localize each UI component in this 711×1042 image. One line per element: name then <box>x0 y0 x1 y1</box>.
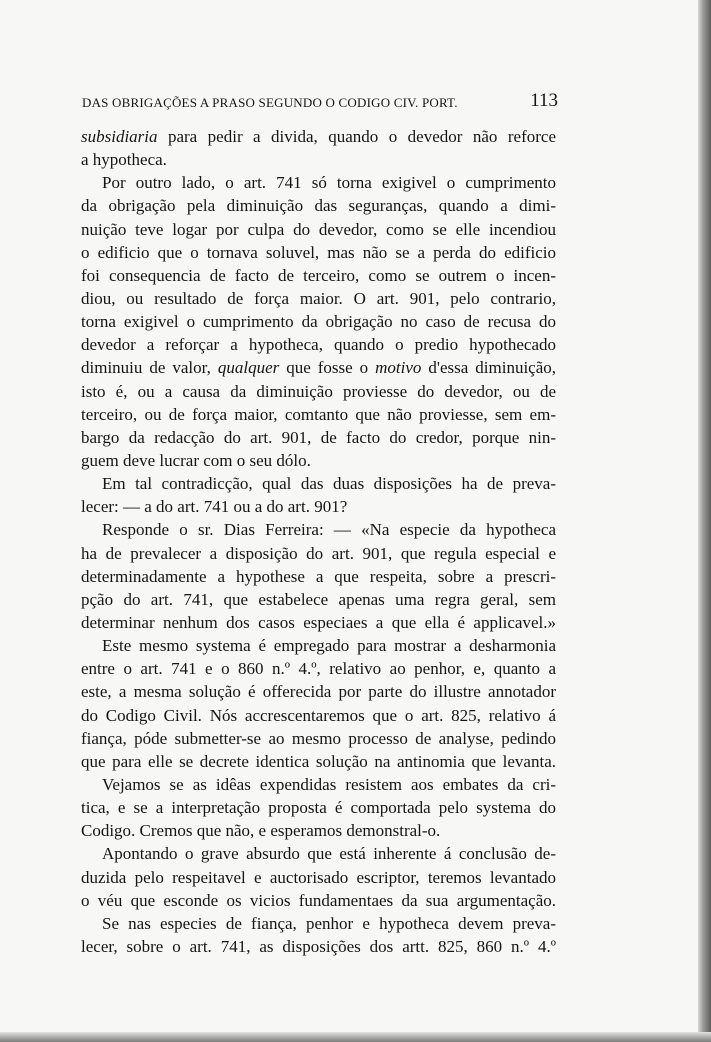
text-line <box>81 426 556 449</box>
text-line <box>81 704 556 727</box>
text-line <box>81 565 556 588</box>
text-run: nuição teve logar por culpa do devedor, como se elle incendiou <box>81 219 556 239</box>
text-line <box>81 889 556 912</box>
text-run: tica, e se a interpretação proposta é comportada pelo systema do <box>81 798 556 818</box>
text-line <box>81 449 556 472</box>
text-line <box>81 472 556 495</box>
text-run: este, a mesma solução é offerecida por parte do illustre annotador <box>81 682 556 702</box>
text-line <box>81 796 556 819</box>
text-run: diminuiu de valor, <box>81 358 218 378</box>
text-line <box>81 912 556 935</box>
text-line <box>81 241 556 264</box>
text-line <box>81 866 556 889</box>
text-run: guem deve lucrar com o seu dólo. <box>81 450 311 470</box>
running-title: DAS OBRIGAÇÕES A PRASO SEGUNDO O CODIGO CIV. PORT. <box>82 95 458 110</box>
text-line <box>81 750 556 773</box>
text-run: fiança, póde submetter-se ao mesmo processo de analyse, pedindo <box>81 728 556 748</box>
italic-word: subsidiaria <box>81 127 158 146</box>
text-run: bargo da redacção do art. 901, de facto do credor, porque nin- <box>81 427 556 447</box>
text-run: duzida pelo respeitavel e auctorisado escriptor, teremos levantado <box>81 867 556 887</box>
page-edge-shadow <box>698 0 711 1042</box>
text-line <box>81 218 556 241</box>
text-line <box>81 171 556 194</box>
text-run: Responde o sr. Dias Ferreira: — «Na especie da hypotheca <box>102 520 556 540</box>
text-line <box>81 611 556 634</box>
text-run: que para elle se decrete identica solução na antinomia que levanta. <box>81 751 556 771</box>
text-line <box>81 333 556 356</box>
text-line <box>81 380 556 403</box>
text-run: d'essa diminuição, <box>421 358 556 378</box>
text-line <box>81 680 556 703</box>
page-number: 113 <box>530 90 558 111</box>
text-run: determinar nenhum dos casos especiaes a que ella é applicavel.» <box>81 612 556 632</box>
text-line <box>81 495 556 518</box>
text-line <box>81 287 556 310</box>
text-run: determinadamente a hypothese a que respeita, sobre a prescri- <box>81 566 556 586</box>
text-run: Em tal contradicção, qual das duas disposições ha de preva- <box>102 474 556 494</box>
text-run: terceiro, ou de força maior, comtanto que não proviesse, sem em- <box>81 404 556 424</box>
text-line <box>81 310 556 333</box>
text-line <box>81 634 556 657</box>
italic-word: motivo <box>375 358 422 378</box>
text-run: diou, ou resultado de força maior. O art. 901, pelo contrario, <box>81 288 556 308</box>
text-line <box>81 403 556 426</box>
text-run: do Codigo Civil. Nós accrescentaremos que o art. 825, relativo á <box>81 705 556 725</box>
text-run: lecer: — a do art. 741 ou a do art. 901? <box>81 497 348 517</box>
body-text <box>81 125 556 958</box>
text-run: Este mesmo systema é empregado para mostrar a desharmonia <box>102 636 556 656</box>
text-run: o véu que esconde os vicios fundamentaes da sua argumentação. <box>81 890 556 910</box>
text-run: Apontando o grave absurdo que está inherente á conclusão de- <box>102 844 556 864</box>
text-run: Codigo. Cremos que não, e esperamos demonstral-o. <box>81 821 441 841</box>
text-line <box>81 148 556 171</box>
text-run: ha de prevalecer a disposição do art. 901, que regula especial e <box>81 543 556 563</box>
page-bottom-edge <box>0 1032 711 1042</box>
text-line <box>81 819 556 842</box>
text-run: lecer, sobre o art. 741, as disposições dos artt. 825, 860 n.º 4.º <box>81 936 556 956</box>
text-run: entre o art. 741 e o 860 n.º 4.º, relativo ao penhor, e, quanto a <box>81 659 556 679</box>
text-run: Se nas especies de fiança, penhor e hypotheca devem preva- <box>102 913 556 933</box>
text-line <box>81 264 556 287</box>
text-run: Por outro lado, o art. 741 só torna exigivel o cumprimento <box>102 173 556 193</box>
text-line <box>81 842 556 865</box>
text-run: foi consequencia de facto de terceiro, como se outrem o incen- <box>81 265 556 285</box>
text-run: que fosse o <box>279 358 376 378</box>
text-run: devedor a reforçar a hypotheca, quando o predio hypothecado <box>81 335 556 355</box>
text-run: a hypotheca. <box>81 150 167 170</box>
text-run: Vejamos se as idêas expendidas resistem aos embates da cri- <box>102 774 556 794</box>
text-line <box>81 356 556 379</box>
text-line <box>81 518 556 541</box>
text-line <box>81 727 556 750</box>
text-line <box>81 125 556 148</box>
italic-word: qualquer <box>217 358 280 378</box>
text-line <box>81 542 556 565</box>
text-line <box>81 588 556 611</box>
text-run: da obrigação pela diminuição das seguranças, quando a dimi- <box>81 196 556 216</box>
text-line <box>81 773 556 796</box>
text-line <box>81 935 556 958</box>
text-run: para pedir a divida, quando o devedor não reforce <box>157 127 556 146</box>
text-run: pção do art. 741, que estabelece apenas uma regra geral, sem <box>81 589 556 609</box>
text-line <box>81 194 556 217</box>
page-header <box>82 90 558 114</box>
text-run: isto é, ou a causa da diminuição proviesse do devedor, ou de <box>81 381 556 401</box>
text-line <box>81 657 556 680</box>
text-run: o edificio que o tornava soluvel, mas não se a perda do edificio <box>81 242 556 262</box>
text-run: torna exigivel o cumprimento da obrigação no caso de recusa do <box>81 312 556 332</box>
